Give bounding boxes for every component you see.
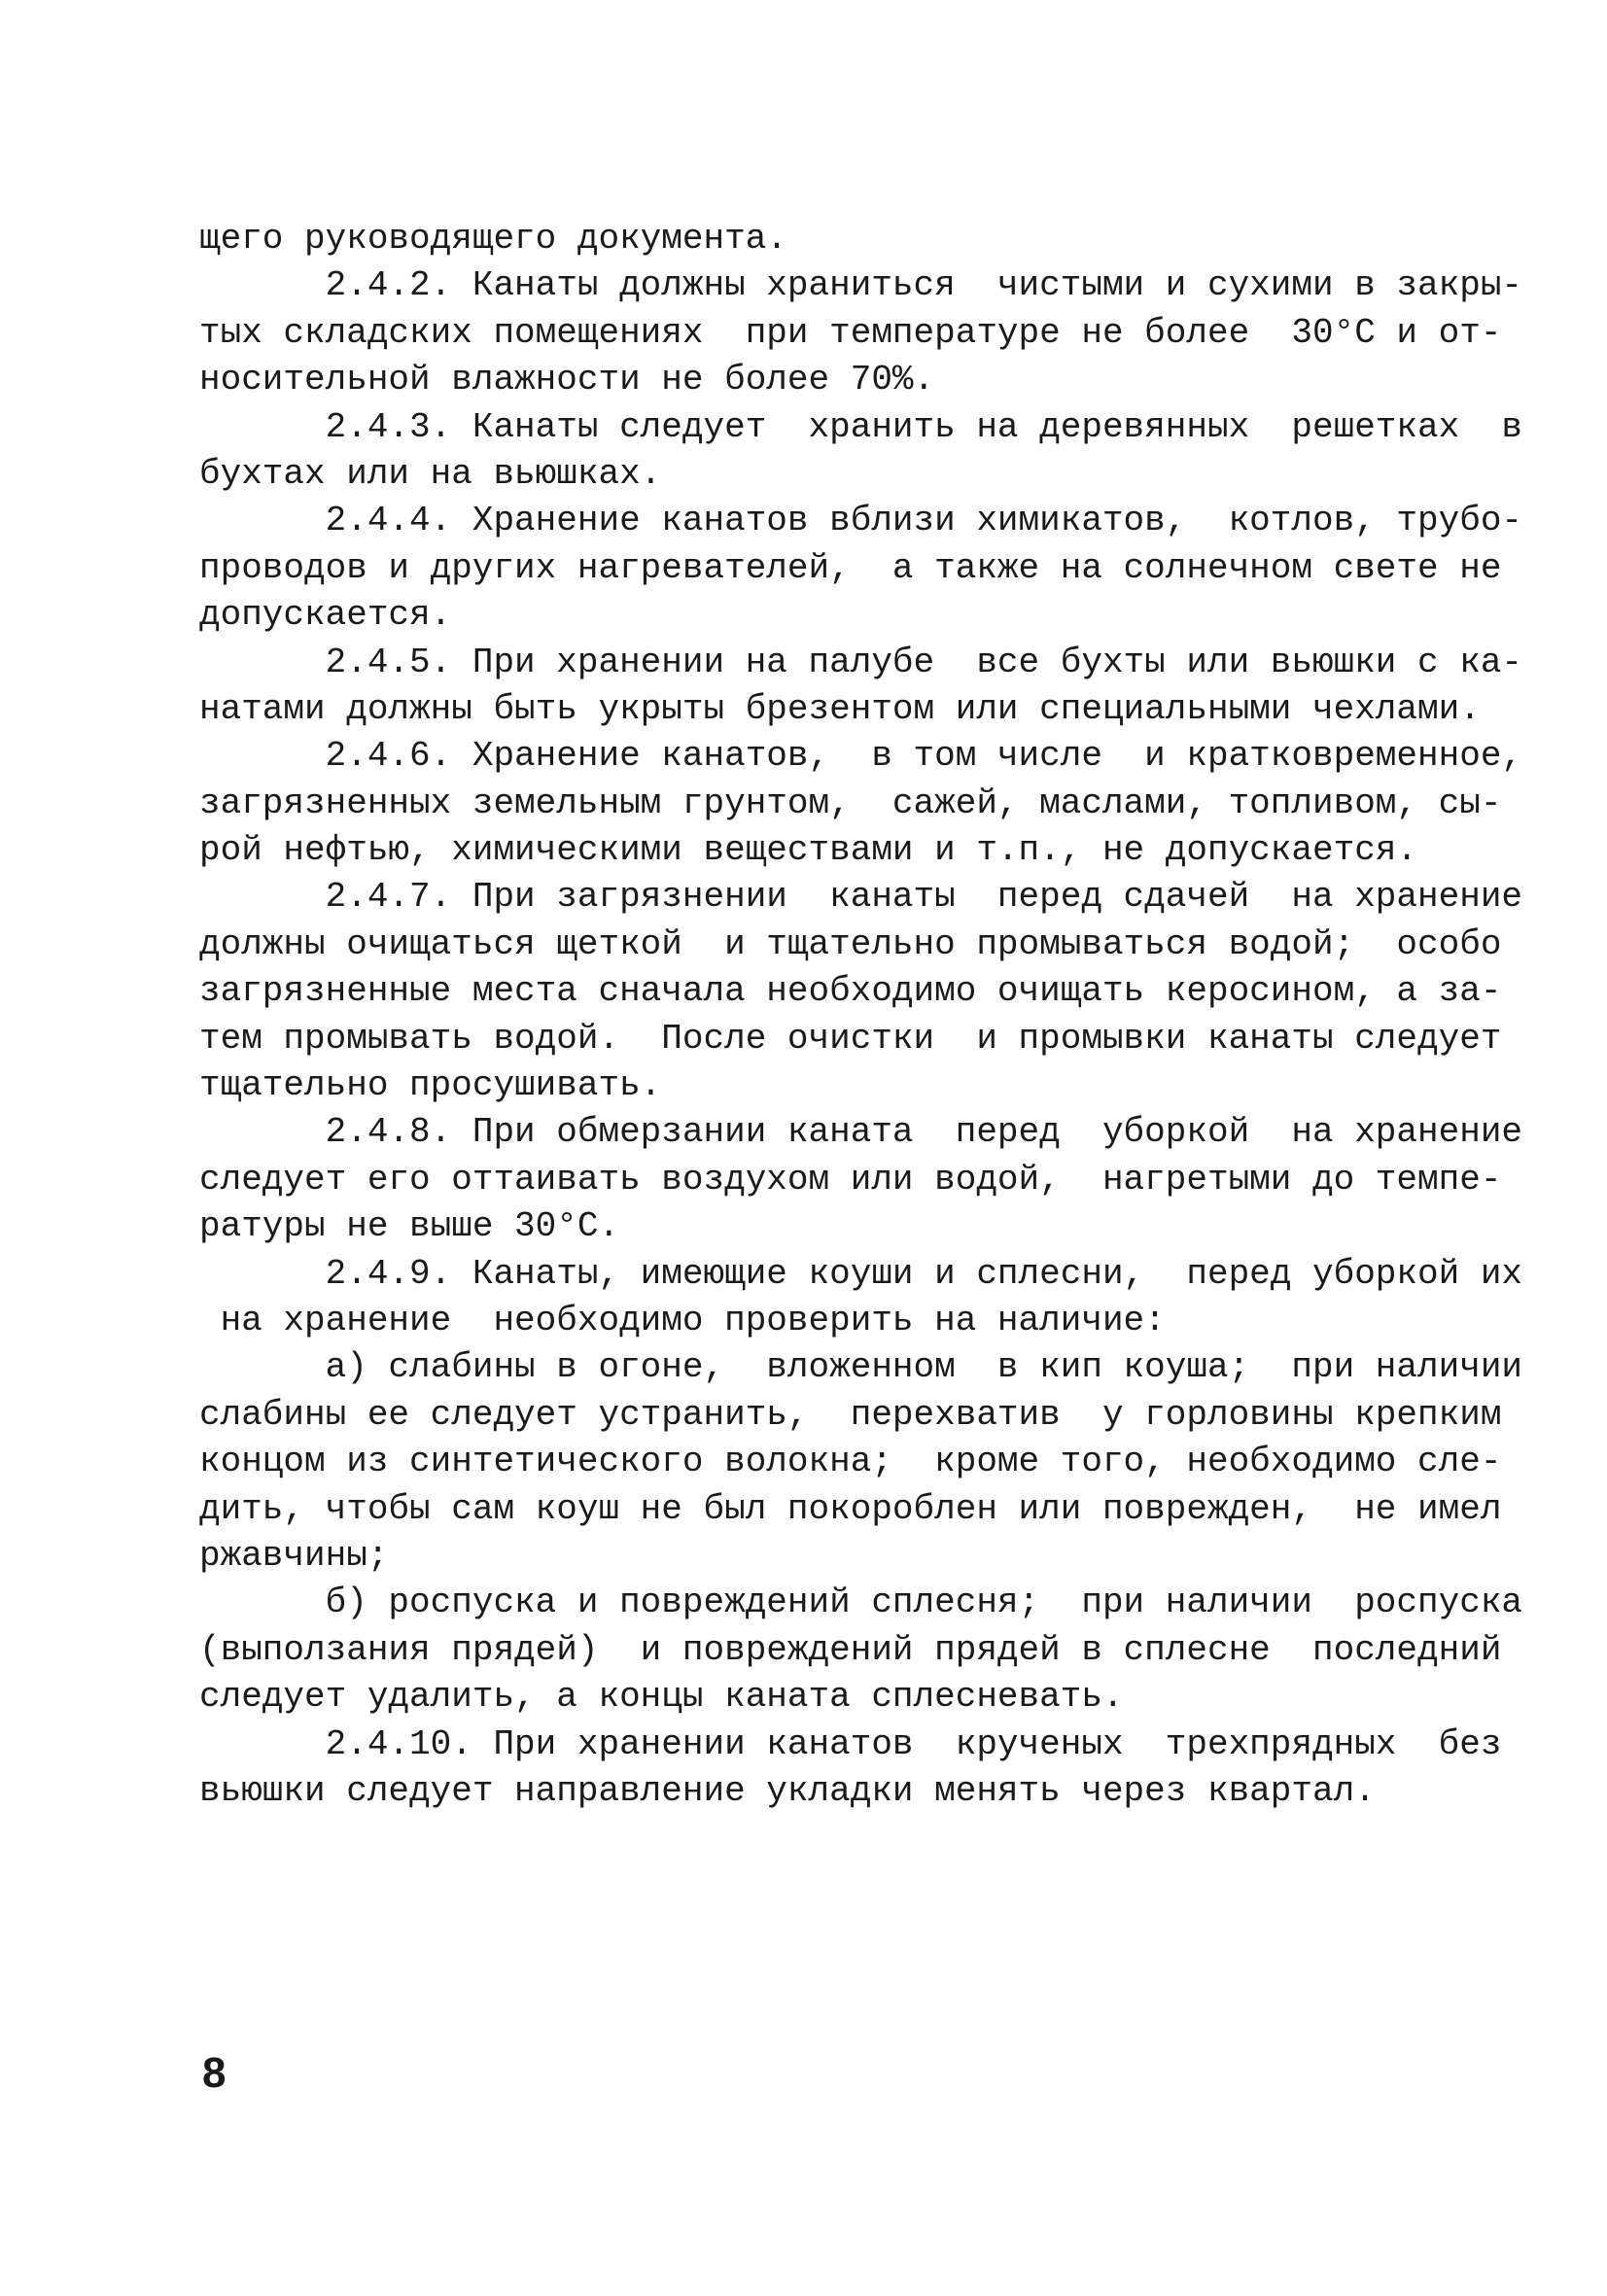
- text-line: рой нефтью, химическими веществами и т.п., не допускается.: [199, 830, 1418, 871]
- text-line: загрязненных земельным грунтом, сажей, маслами, топливом, сы-: [199, 783, 1502, 823]
- text-line: тщательно просушивать.: [199, 1065, 662, 1106]
- text-line: 2.4.2. Канаты должны храниться чистыми и сухими в закры-: [199, 265, 1523, 306]
- text-line: должны очищаться щеткой и тщательно промываться водой; особо: [199, 923, 1502, 964]
- text-line: тых складских помещениях при температуре не более 30°С и от-: [199, 312, 1502, 353]
- text-line: 2.4.5. При хранении на палубе все бухты или вьюшки с ка-: [199, 642, 1523, 682]
- text-line: натами должны быть укрыты брезентом или специальными чехлами.: [199, 688, 1481, 729]
- text-line: на хранение необходимо проверить на наличие:: [199, 1300, 1166, 1340]
- text-line: дить, чтобы сам коуш не был покороблен или поврежден, не имел: [199, 1488, 1502, 1529]
- text-line: следует его оттаивать воздухом или водой, нагретыми до темпе-: [199, 1159, 1502, 1200]
- text-line: следует удалить, а концы каната сплесневать.: [199, 1677, 1124, 1718]
- text-line: ратуры не выше 30°С.: [199, 1206, 620, 1247]
- text-line: допускается.: [199, 595, 452, 636]
- text-line: (выползания прядей) и повреждений прядей в сплесне последний: [199, 1629, 1502, 1670]
- text-line: концом из синтетического волокна; кроме того, необходимо сле-: [199, 1442, 1502, 1482]
- text-line: проводов и других нагревателей, а также на солнечном свете не: [199, 547, 1502, 588]
- text-line: носительной влажности не более 70%.: [199, 360, 935, 400]
- text-line: 2.4.10. При хранении канатов крученых трехпрядных без: [199, 1723, 1502, 1764]
- body-text: [199, 216, 1523, 1815]
- text-line: 2.4.3. Канаты следует хранить на деревянных решетках в: [199, 406, 1523, 447]
- text-line: 2.4.8. При обмерзании каната перед уборкой на хранение: [199, 1112, 1523, 1153]
- text-line: 2.4.6. Хранение канатов, в том числе и кратковременное,: [199, 736, 1523, 777]
- text-line: б) роспуска и повреждений сплесня; при наличии роспуска: [199, 1583, 1523, 1623]
- text-line: 2.4.7. При загрязнении канаты перед сдачей на хранение: [199, 877, 1523, 918]
- text-line: 2.4.4. Хранение канатов вблизи химикатов, котлов, трубо-: [199, 501, 1523, 541]
- text-line: слабины ее следует устранить, перехватив у горловины крепким: [199, 1394, 1502, 1435]
- text-line: тем промывать водой. После очистки и промывки канаты следует: [199, 1018, 1502, 1059]
- text-line: 2.4.9. Канаты, имеющие коуши и сплесни, перед уборкой их: [199, 1253, 1523, 1294]
- text-line: а) слабины в огоне, вложенном в кип коуша; при наличии: [199, 1347, 1523, 1388]
- page-number: 8: [202, 2049, 227, 2097]
- text-line: щего руководящего документа.: [199, 219, 787, 259]
- text-line: ржавчины;: [199, 1535, 389, 1576]
- text-line: вьюшки следует направление укладки менять через квартал.: [199, 1770, 1376, 1811]
- text-line: бухтах или на вьюшках.: [199, 453, 662, 494]
- text-line: загрязненные места сначала необходимо очищать керосином, а за-: [199, 971, 1502, 1012]
